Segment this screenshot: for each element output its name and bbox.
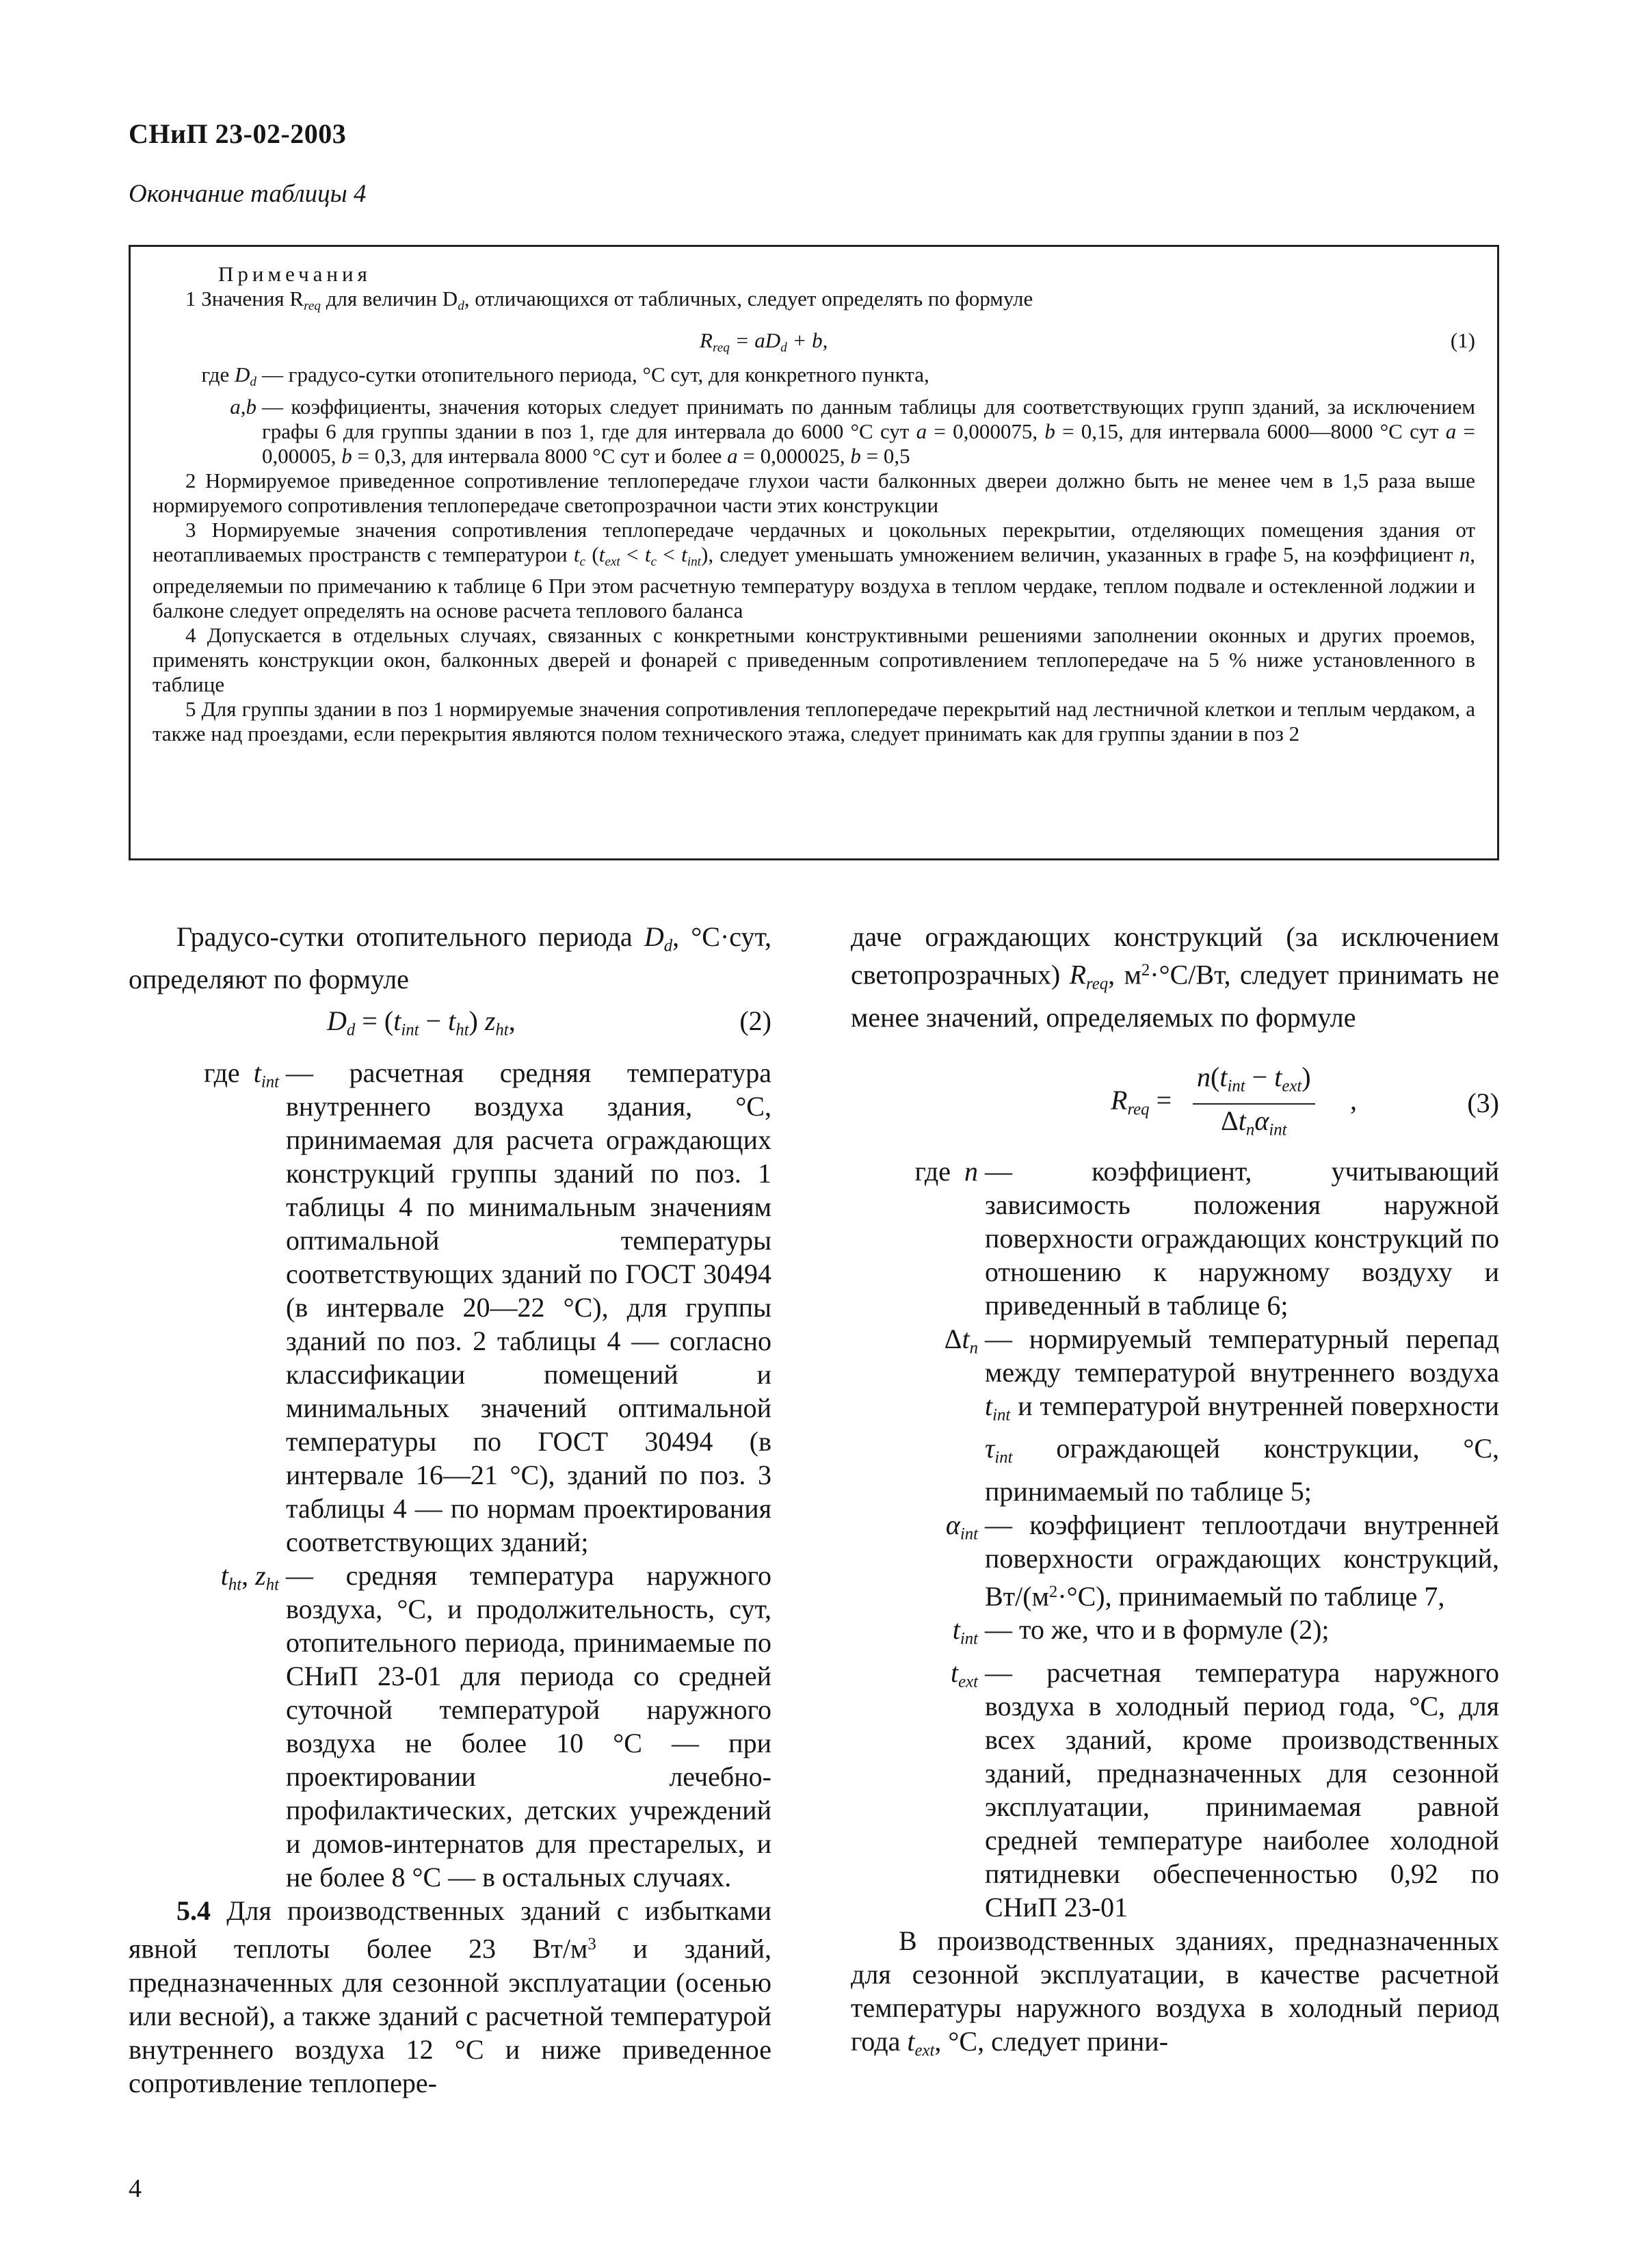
clause-5-4: 5.4 Для производственных зданий с избытками явной теплоты более 23 $Вт/м^3$ и зданий, предназначенных для сезонной эксплуатации (осенью или весной), а также зданий с расчетной температурой внутреннего воздуха 12 °С и ниже приведенное сопротивление теплопере- xyxy=(129,1895,772,2098)
def-tint-term-right: $t_{int}$ xyxy=(952,1614,978,1648)
def-tht-zht-term: $t_{ht}$, $z_{ht}$ xyxy=(220,1560,279,1594)
def-tint-desc: — расчетная средняя температура внутреннего воздуха здания, °С, принимаемая для расчета ограждающих конструкций группы зданий по поз. 1 таблицы 4 по минимальным значениям оптимальной температуры соответствующих зданий по ГОСТ 30494 (в интервале 20—22 °С), для группы зданий по поз. 2 таблицы 4 — согласно классификации помещений и минимальных значений оптимальной температуры по ГОСТ 30494 (в интервале 16—21 °С), зданий по поз. 3 таблицы 4 — по нормам проектирования соответствующих зданий; xyxy=(286,1057,771,1558)
page-number: 4 xyxy=(129,2174,142,2203)
seasonal-buildings-paragraph: В производственных зданиях, предназначенных для сезонной эксплуатации, в качестве расчетной температуры наружного воздуха в холодный период года $t_{ext}$, °С, следует прини- xyxy=(851,1925,1499,2059)
table-continuation-caption: Окончание таблицы 4 xyxy=(129,180,367,208)
formula-1-number: (1) xyxy=(1450,328,1475,352)
formula-3: $R_{req}$ = $n(t_{int} - t_{ext})$ $\Delta t_n\alpha_{int}$ , (3) xyxy=(1111,1061,1499,1139)
note-5: 5 Для группы здании в поз 1 нормируемые значения сопротивления теплопередаче перекрытий над лестничной клеткои и теплым чердаком, а также над проездами, если перекрытия являются полом технического этажа, следует принимать как для группы здании в поз 2 xyxy=(153,697,1475,746)
def-tint-term: где $t_{int}$ xyxy=(204,1057,279,1092)
def-text-term: $t_{ext}$ xyxy=(950,1657,978,1691)
def-n-desc: — коэффициент, учитывающий зависимость положения наружной поверхности ограждающих конструкций по отношению к наружному воздуху и приведенный в таблице 6; xyxy=(985,1155,1499,1321)
note-def-ab: a,b — коэффициенты, значения которых следует принимать по данным таблицы для соответствующих групп зданий, за исключением графы 6 для группы здании в поз 1, где для интервала до 6000 °С сут a = 0,000075, b = 0,15, для интервала 6000—8000 °С сут a = 0,00005, b = 0,3, для интервала 8000 °С сут и более a = 0,000025, b = 0,5 xyxy=(230,394,1475,468)
degree-days-intro: Градусо-сутки отопительного периода $D_d$, °С·сут, определяют по формуле xyxy=(129,921,771,995)
note-2: 2 Нормируемое приведенное сопротивление теплопередаче глухои части балконных двереи должно быть не менее чем в 1,5 раза выше нормируемого сопротивления теплопередаче светопрозрачнои части этих конструкции xyxy=(153,468,1475,517)
formula-3-number: (3) xyxy=(1467,1087,1499,1118)
def-tht-zht-desc: — средняя температура наружного воздуха, °С, и продолжительность, сут, отопительного периода, принимаемые по СНиП 23-01 для периода со средней суточной температурой наружного воздуха не более 10 °С — при проектировании лечебно-профилактических, детских учреждений и домов-интернатов для престарелых, и не более 8 °С — в остальных случаях. xyxy=(286,1560,771,1893)
def-delta-tn-term: $\Delta t_n$ xyxy=(944,1323,978,1358)
table-notes-box xyxy=(129,245,1499,860)
formula-2: $D_d = (t_{int} - t_{ht})$ $z_{ht}$, (2) xyxy=(327,1005,771,1040)
right-column xyxy=(851,920,1499,2067)
notes-title: Примечания xyxy=(218,262,371,286)
document-code: СНиП 23-02-2003 xyxy=(129,118,347,149)
def-alpha-desc: — коэффициент теплоотдачи внутренней поверхности ограждающих конструкций, $Вт/(м^2\cdot^\circ С)$, принимаемый по таблице 7, xyxy=(985,1509,1499,1612)
note-1: 1 Значения $R_{req}$ для величин $D_d$, отличающихся от табличных, следует определять по формуле xyxy=(185,287,1033,313)
def-alpha-term: $\alpha_{int}$ xyxy=(945,1509,978,1544)
left-definitions xyxy=(129,1056,771,1894)
left-column xyxy=(129,920,771,2100)
right-definitions xyxy=(851,1155,1499,1924)
formula-2-number: (2) xyxy=(739,1005,771,1037)
note-def-dd: где $D_d$ — градусо-сутки отопительного периода, °С сут, для конкретного пункта, xyxy=(201,362,929,389)
def-tint-desc-right: — то же, что и в формуле (2); xyxy=(985,1614,1330,1646)
note-4: 4 Допускается в отдельных случаях, связанных с конкретными конструктивными решениями заполнении оконных и других проемов, применять конструкции окон, балконных дверей и фонарей с приведенным сопротивлением теплопередаче на 5 % ниже установленного в таблице xyxy=(153,623,1475,697)
def-text-desc: — расчетная температура наружного воздуха в холодный период года, °С, для всех зданий, кроме производственных зданий, предназначенных для сезонной эксплуатации, принимаемая равной средней температуре наиболее холодной пятидневки обеспеченностью 0,92 по СНиП 23-01 xyxy=(985,1657,1499,1923)
formula-1: $R_{req} = aD_d + b$, (1) xyxy=(700,328,1475,355)
clause-5-4-continued: даче ограждающих конструкций (за исключением светопрозрачных) $R_{req}$, $м^2\cdot^\circ С/Вт$, следует принимать не менее значений, определяемых по формуле xyxy=(851,921,1500,1033)
note-3: 3 Нормируемые значения сопротивления теплопередаче чердачных и цокольных перекрытии, отделяющих помещения здания от неотапливаемых пространств с температурои $t_c$ $(t_{ext} < t_c < t_{int})$, следует уменьшать умножением величин, указанных в графе 5, на коэффициент n, определяемыи по примечанию к таблице 6 При этом расчетную температуру воздуха в теплом чердаке, теплом подвале и остекленной лоджии и балконе следует определять на основе расчета теплового баланса xyxy=(153,517,1475,623)
def-delta-tn-desc: — нормируемый температурный перепад между температурой внутреннего воздуха $t_{int}$ и температурой внутренней поверхности $\tau_{int}$ ограждающей конструкции, °С, принимаемый по таблице 5; xyxy=(985,1323,1499,1507)
def-n-term: где n xyxy=(914,1155,978,1187)
